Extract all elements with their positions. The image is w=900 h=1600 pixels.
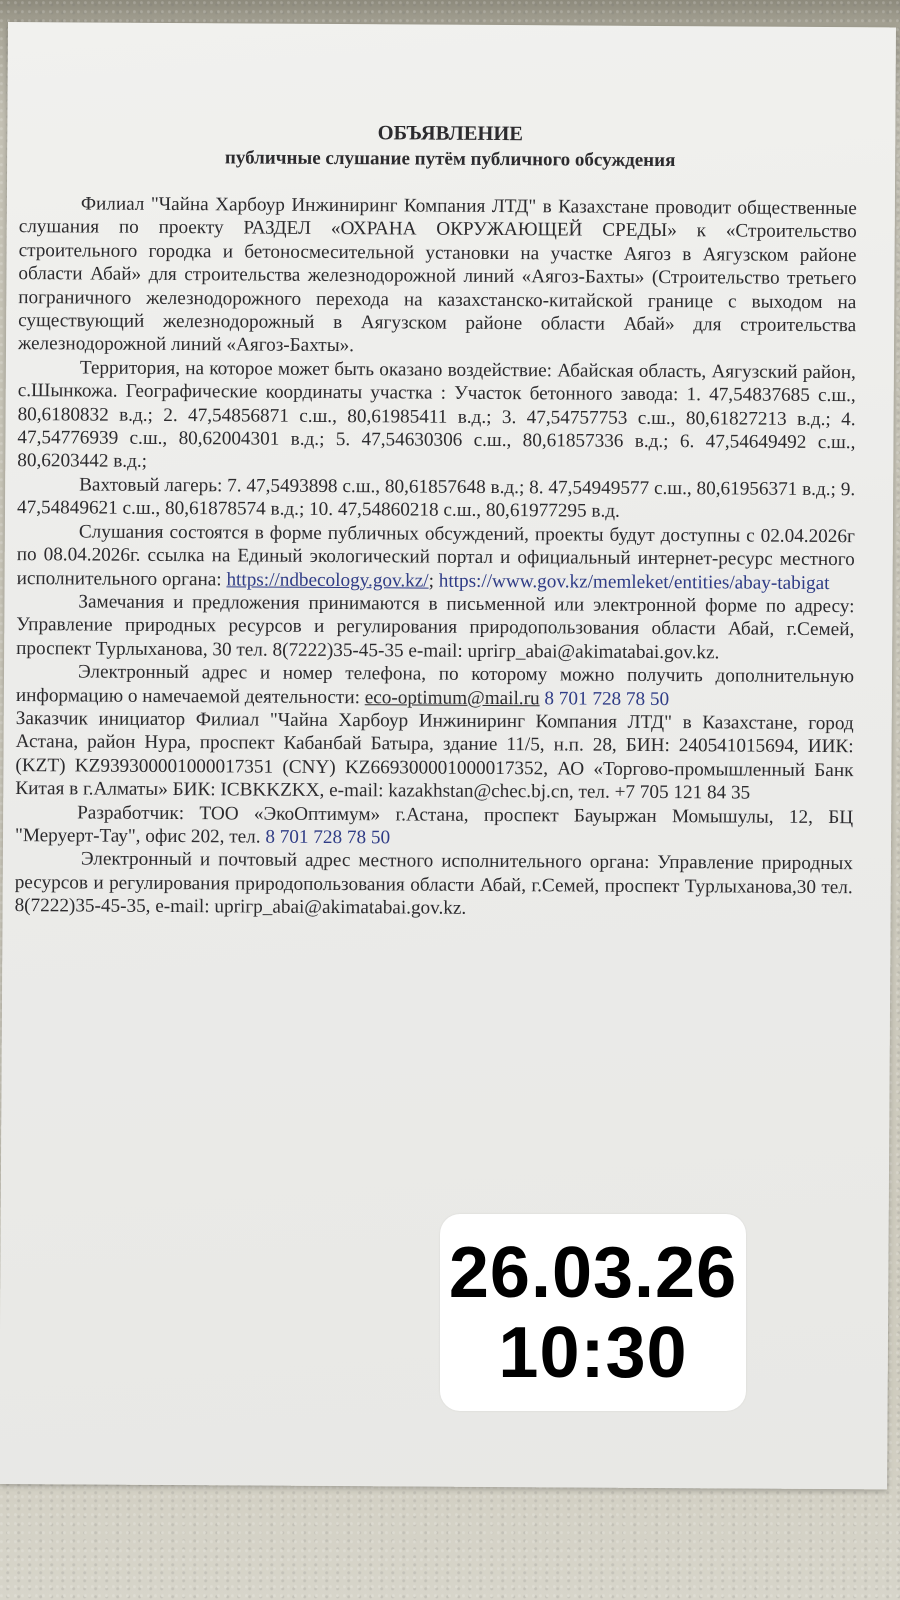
gov-kz-link[interactable]: https://www.gov.kz/memleket/entities/abay-tabigat xyxy=(438,570,830,594)
paragraph-authority: Электронный и почтовый адрес местного исполнительного органа: Управление природных ресурсов и регулирования природопользования области Абай, г.Семей, проспект Турлыханова,30 тел. 8(7222)35-45-35, e-mail: uprігр_abai@akimatabai.gov.kz. xyxy=(14,848,853,920)
paragraph-hearings xyxy=(17,520,855,595)
paragraph-camp-coordinates: Вахтовый лагерь: 7. 47,5493898 с.ш., 80,61857648 в.д.; 8. 47,54949577 с.ш., 80,61956371 в.д.; 9. 47,54849621 с.ш., 80,61878574 в.д.; 10. 47,54860218 с.ш., 80,61977295 в.д. xyxy=(16,474,856,523)
contact-phone[interactable]: 8 701 728 78 50 xyxy=(544,687,670,710)
developer-text: Разработчик: ТОО «ЭкоОптимум» г.Астана, проспект Бауыржан Момышулы, 12, БЦ "Меруерт-Тау", офис 202, тел. xyxy=(14,802,854,848)
sticker-date: 26.03.26 xyxy=(448,1232,738,1313)
paragraph-comments: Замечания и предложения принимаются в письменной или электронной форме по адресу: Управление природных ресурсов и регулирования природопользования области Абай, г.Семей, проспект Турлыханова, 30 тел. 8(7222)35-45-35 e-mail: uprігр_abai@akimatabai.gov.kz. xyxy=(16,591,855,664)
paragraph-developer xyxy=(15,801,853,853)
paragraph-intro: Филиал "Чайна Харбоур Инжиниринг Компания ЛТД" в Казахстане проводит общественные слушания по проекту РАЗДЕЛ «ОХРАНА ОКРУЖАЮЩЕЙ СРЕДЫ» к «Строительство строительного городка и бетоносмесительной установки на участке Аягоз в Аягузском районе области Абай» для строительства железнодорожной линий «Аягоз-Бахты» (Строительство третьего пограничного железнодорожного перехода на казахстанско-китайской границе с выходом на существующий железнодорожный в Аягузском районе области Абай» для строительства железнодорожной линий «Аягоз-Бахты». xyxy=(17,193,857,357)
sticker-time: 10:30 xyxy=(498,1312,688,1393)
paragraph-contact xyxy=(16,660,854,712)
paragraph-customer: Заказчик инициатор Филиал "Чайна Харбоур Инжиниринг Компания ЛТД" в Казахстане, город Астана, район Нура, проспект Кабанбай Батыра, здание 11/5, н.п. 28, БИН: 240541015694, ИИК: (KZT) KZ939300001000017351 (CNY) KZ669300001000017352, АО «Торгово-промышленный Банк Китая в г.Алматы» БИК: ICBKKZKX, e-mail: kazakhstan@chec.bj.cn, тел. +7 705 121 84 35 xyxy=(15,707,854,804)
announcement-body xyxy=(15,118,858,923)
contact-text: Электронный адрес и номер телефона, по которому можно получить дополнительную информацию о намечаемой деятельности: xyxy=(15,661,855,708)
document-subtitle: публичные слушание путём публичного обсуждения xyxy=(224,147,676,172)
contact-email[interactable]: eco-optimum@mail.ru xyxy=(364,686,540,709)
date-time-sticker xyxy=(440,1214,746,1411)
hearings-text: Слушания состоятся в форме публичных обсуждений, проекты будут доступны с 02.04.2026г по 08.04.2026г. ссылка на Единый экологический портал и официальный интернет-ресурс местного исполнительного органа: xyxy=(16,521,855,590)
link-separator: ; xyxy=(428,570,435,592)
ecology-portal-link[interactable]: https://ndbecology.gov.kz/ xyxy=(226,568,429,592)
developer-phone[interactable]: 8 701 728 78 50 xyxy=(265,826,391,849)
document-title: ОБЪЯВЛЕНИЕ xyxy=(377,122,524,146)
paragraph-territory: Территория, на которое может быть оказано воздействие: Абайская область, Аягузский район, с.Шынкожа. Географические координаты участка : Участок бетонного завода: 1. 47,54837685 с.ш., 80,6180832 в.д.; 2. 47,54856871 с.ш., 80,61985411 в.д.; 3. 47,54757753 с.ш., 80,61827213 в.д.; 4. 47,54776939 с.ш., 80,62004301 в.д.; 5. 47,54630306 с.ш., 80,61857336 в.д.; 6. 47,54649492 с.ш., 80,6203442 в.д.; xyxy=(17,357,856,473)
